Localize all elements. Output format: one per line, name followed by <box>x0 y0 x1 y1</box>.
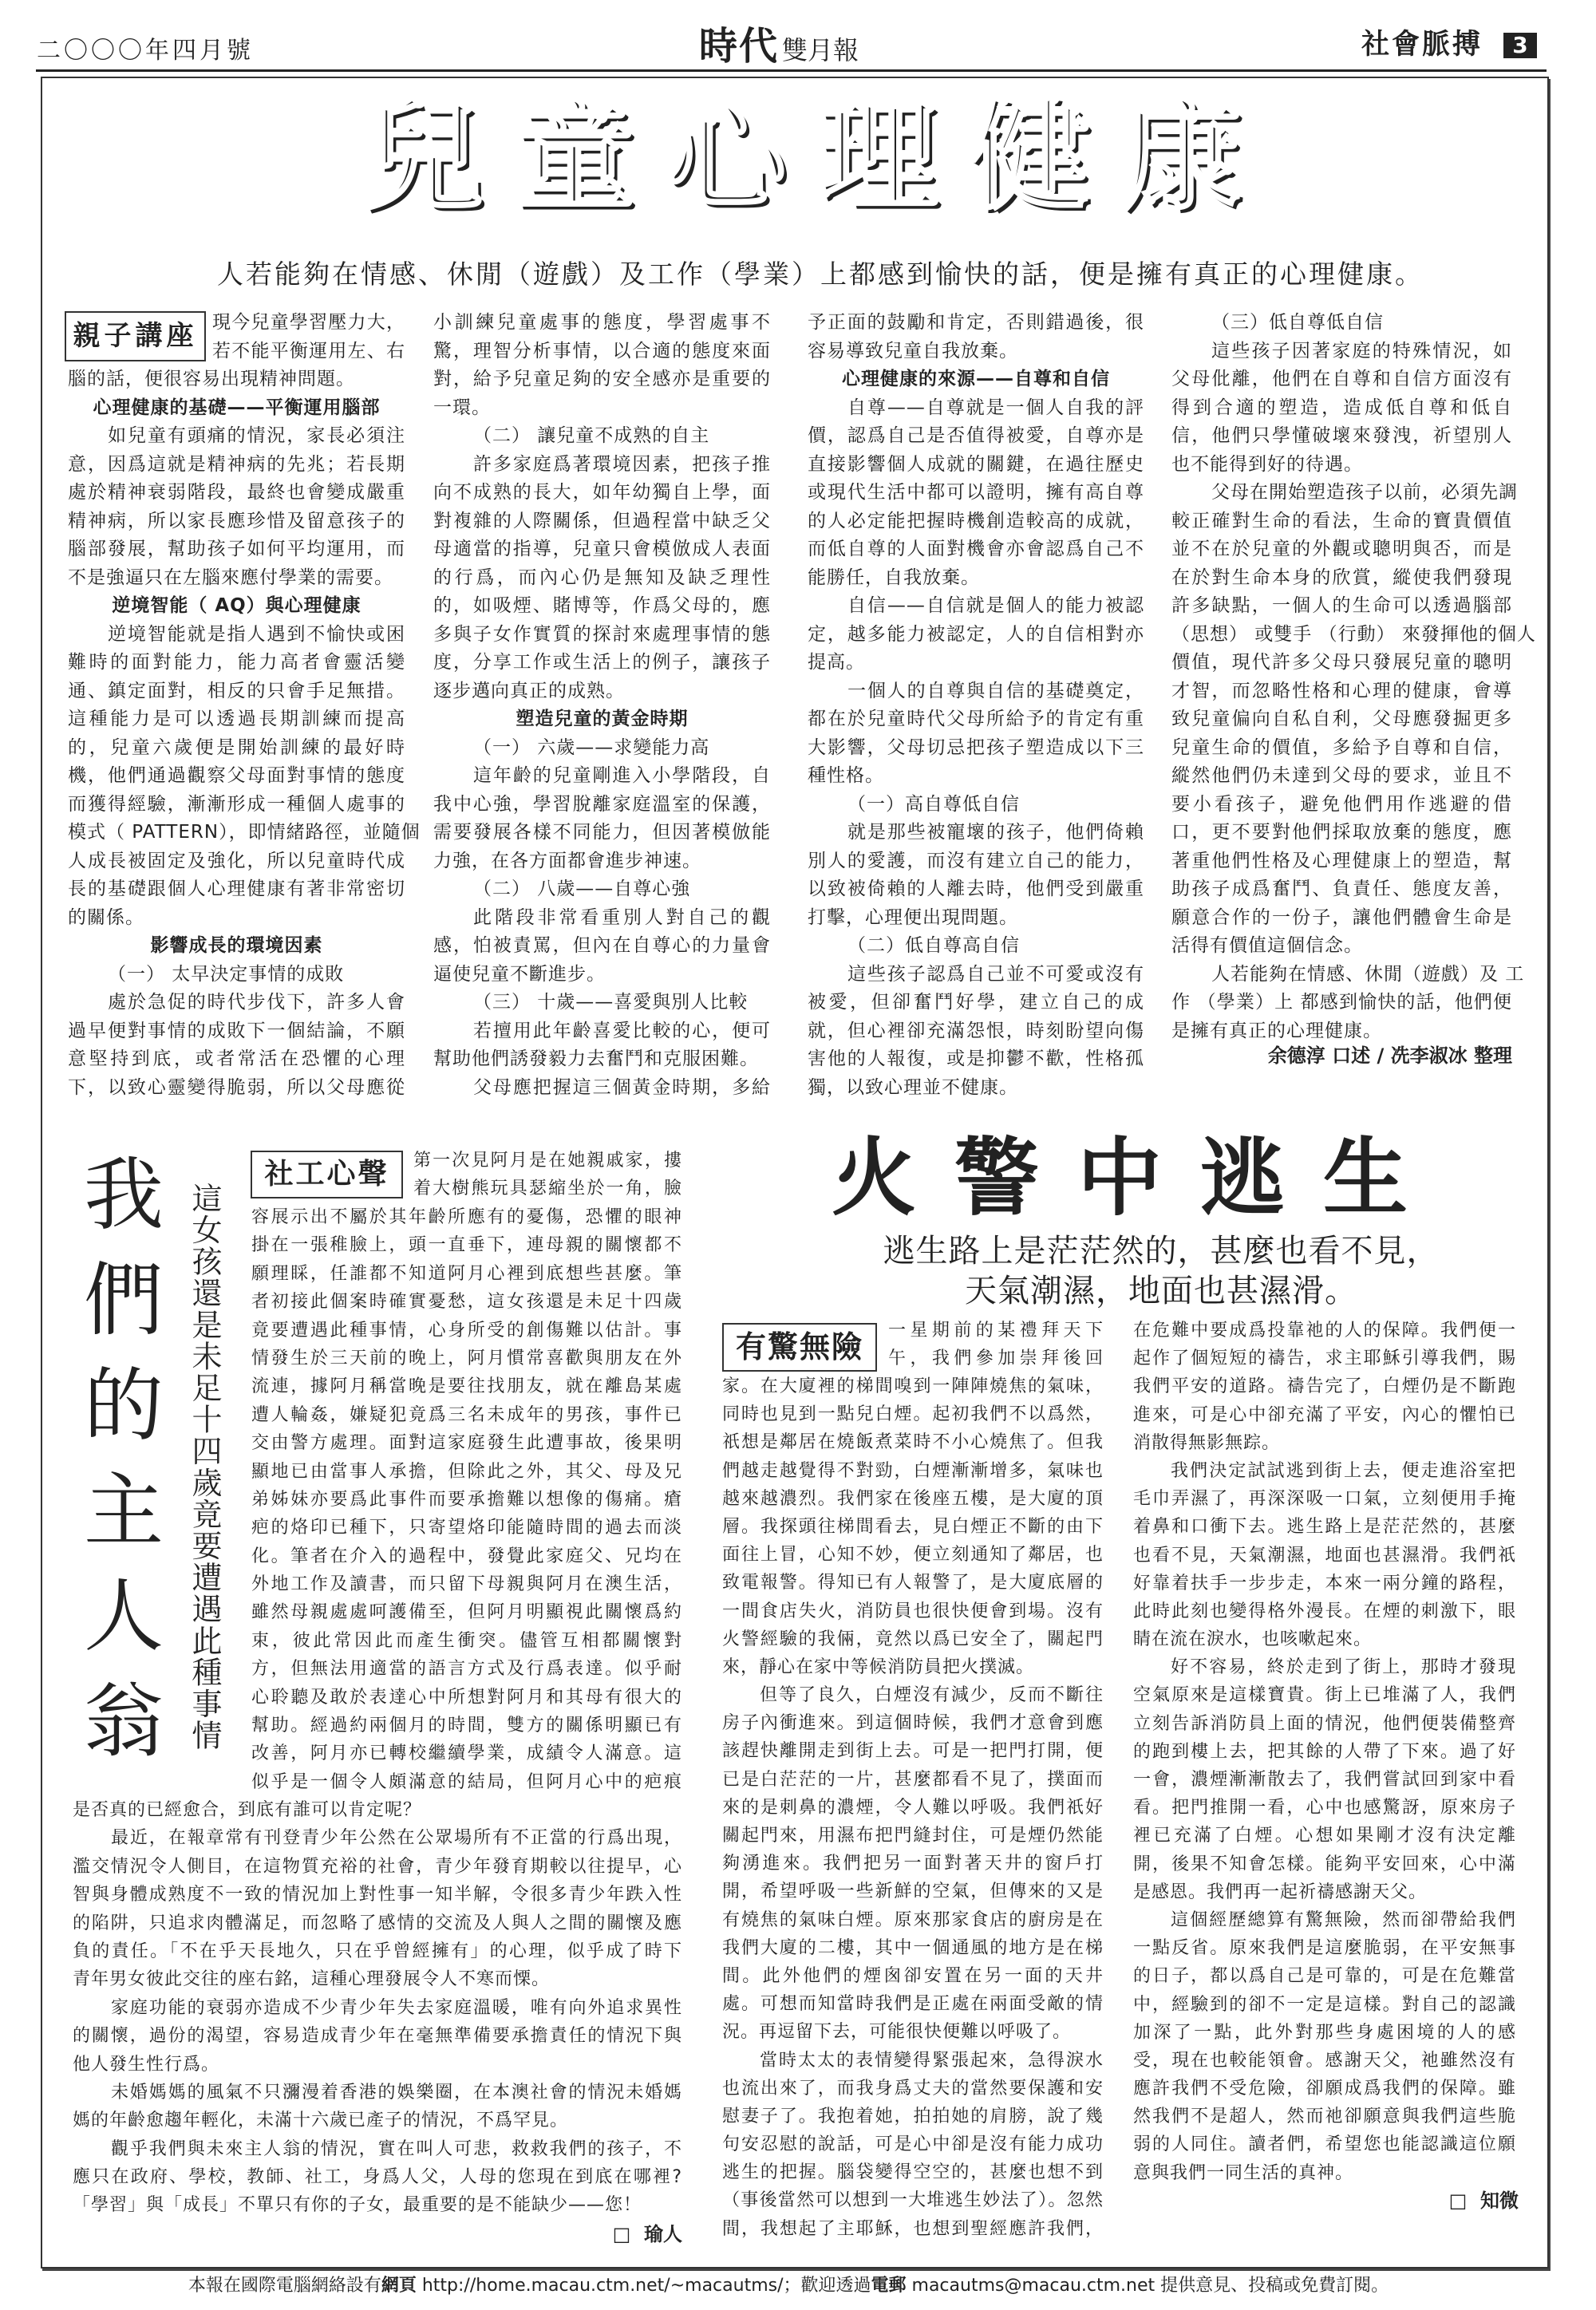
text-line: 能勝任，自我放棄。 <box>808 567 980 588</box>
text-line: 著重他們性格及心理健康上的塑造，幫 <box>1171 850 1512 871</box>
text-line: 第一次見阿月是在她親戚家，摟 <box>413 1151 682 1171</box>
column-label-box: 親子講座 <box>65 311 206 361</box>
text-line: 人成長被固定及強化，所以兒童時代成 <box>68 850 405 871</box>
text-line: 在於對生命本身的欣賞，縱使我們發現 <box>1171 567 1512 588</box>
text-line: 多與子女作實質的探討來處理事情的態 <box>433 623 771 645</box>
text-line: 驚，理智分析事情，以合適的態度來面 <box>433 340 771 361</box>
text-line: 在危難中要成爲投靠祂的人的保障。我們便一 <box>1133 1321 1516 1341</box>
vertical-title: 我們的主人翁 <box>70 1152 164 1784</box>
text-line: 的，如吸煙、賭博等，作爲父母的，應 <box>433 595 771 616</box>
text-line: 關起門來，用濕布把門縫封住，可是煙仍然能 <box>722 1826 1104 1846</box>
text-line: 夠湧進來。我們把另一面對著天井的窗戶打 <box>722 1854 1104 1874</box>
text-line: 們越走越覺得不對勁，白煙漸漸增多，氣味也 <box>722 1460 1104 1481</box>
text-line: 的，兒童六歲便是開始訓練的最好時 <box>68 736 405 758</box>
text-line: 來，靜心在家中等候消防員把火撲滅。 <box>722 1656 1035 1677</box>
text-line: 感，怕被責罵，但內在自尊心的力量會 <box>433 935 771 956</box>
text-line: 過早便對事情的成敗下一個結論，不願 <box>68 1020 405 1041</box>
text-line: 着大樹熊玩具瑟縮坐於一角，臉 <box>413 1179 682 1199</box>
text-line: 消散得無影無踪。 <box>1133 1432 1281 1453</box>
text-line: 定，越多能力被認定，人的自信相對亦 <box>808 623 1144 645</box>
text-line: 家。在大廈裡的梯間嗅到一陣陣燒焦的氣味， <box>722 1376 1104 1396</box>
text-line: 青年男女彼此交往的座右銘，這種心理發展令人不寒而慄。 <box>73 1969 551 1990</box>
text-line: 此時此刻也變得格外漫長。在煙的刺激下，眼 <box>1133 1601 1516 1621</box>
text-line: 好靠着扶手一步步走，本來一兩分鐘的路程， <box>1133 1573 1516 1593</box>
text-line: 此階段非常看重別人對自己的觀 <box>473 906 771 928</box>
text-line: 着鼻和口衝下去。逃生路上是茫茫然的，甚麼 <box>1133 1517 1516 1538</box>
text-line: 但等了良久，白煙沒有減少，反而不斷往 <box>760 1685 1104 1706</box>
text-line: 一會，濃煙漸漸散去了，我們嘗試回到家中看 <box>1133 1770 1516 1790</box>
text-line: 的行爲，而內心仍是無知及缺乏理性 <box>433 567 771 588</box>
text-line: 長的基礎跟個人心理健康有著非常密切 <box>68 879 405 899</box>
text-line: 一環。 <box>433 397 491 418</box>
text-line: 自信——自信就是個人的能力被認 <box>847 595 1144 616</box>
page-number-badge: 3 <box>1503 33 1537 58</box>
text-line: 好不容易，終於走到了街上，那時才發現 <box>1171 1657 1516 1678</box>
text-line: 對複雜的人際關係，但過程當中缺乏父 <box>433 510 771 531</box>
text-line: 若不能平衡運用左、右 <box>212 340 405 361</box>
paper-suffix: 雙月報 <box>782 35 859 65</box>
text-line: 家庭功能的衰弱亦造成不少青少年失去家庭溫暖，唯有向外追求異性 <box>111 1997 682 2018</box>
lead-lines <box>212 309 405 365</box>
author-signature: □ 瑜人 <box>612 2223 682 2245</box>
footer-email-label: 電郵 <box>871 2276 907 2296</box>
section-name: 社會脈搏 <box>1361 29 1483 61</box>
text-line: 竟要遭遇此種事情，心身所受的創傷難以估計。事 <box>251 1320 682 1341</box>
text-line: 許多家庭爲著環境因素，把孩子推 <box>473 453 771 475</box>
text-line: 一個人的自尊與自信的基礎奠定， <box>847 680 1144 701</box>
text-line: 開，後果不知會怎樣。能夠平安回來，心中滿 <box>1133 1854 1516 1874</box>
section-heading: 心理健康的來源——自尊和自信 <box>842 369 1110 389</box>
text-line: 來的是刺鼻的濃煙，令人難以呼吸。我們祇好 <box>722 1797 1104 1818</box>
text-line: 已是白茫茫的一片，甚麼都看不見了，撲面而 <box>722 1769 1104 1790</box>
text-line: 的人必定能把握時機創造較高的成就， <box>808 510 1144 531</box>
lead-lines <box>413 1147 682 1203</box>
text-line: 我們大廈的二樓，其中一個通風的地方是在梯 <box>722 1937 1104 1958</box>
text-line: 處於急促的時代步伐下，許多人會 <box>108 992 405 1013</box>
text-line: 都在於兒童時代父母所給予的肯定有重 <box>808 709 1144 729</box>
text-line: 該趕快離開走到街上去。可是一把門打開，便 <box>722 1741 1104 1762</box>
text-line: 他人發生性行爲。 <box>73 2054 220 2075</box>
text-line: 幫助。經過約兩個月的時間，雙方的關係明顯已有 <box>251 1716 682 1736</box>
vertical-subtitle: 這女孩還是未足十四歲竟要遭遇此種事情 <box>187 1183 222 1751</box>
text-line: 父母仳離，他們在自尊和自信方面沒有 <box>1171 369 1512 389</box>
section-heading: 心理健康的基礎——平衡運用腦部 <box>93 397 381 418</box>
text-line: 不是強逼只在左腦來應付學業的需要。 <box>68 567 393 588</box>
text-line: 的關懷，過份的渴望，容易造成青少年在毫無準備要承擔責任的情況下與 <box>73 2026 682 2047</box>
text-line: 睛在流在淚水，也咳嗽起來。 <box>1133 1629 1373 1650</box>
column-label-box: 社工心聲 <box>251 1151 403 1198</box>
sub-heading: （二） 讓兒童不成熟的自主 <box>473 425 710 446</box>
text-line: 弟姊妹亦要爲此事件而要承擔難以想像的傷痛。瘡 <box>251 1489 682 1510</box>
text-line: 機，他們通過觀察父母面對事情的態度 <box>68 765 405 786</box>
text-line: 通、鎮定面對，相反的只會手足無措。 <box>68 680 405 701</box>
header-divider <box>36 69 1547 72</box>
text-line: 一點反省。原來我們是這麼脆弱，在平安無事 <box>1133 1938 1516 1959</box>
text-line: 看。把門推開一看，心中也感驚訝，原來房子 <box>1133 1798 1516 1818</box>
text-line: 活得有價值這個信念。 <box>1171 935 1363 956</box>
text-line: 致電報警。得知已有人報警了，是大廈底層的 <box>722 1573 1104 1593</box>
text-line: 祇想是鄰居在燒飯煮菜時不小心燒焦了。但我 <box>722 1432 1104 1453</box>
text-line: 顯地已由當事人承擔，但除此之外，其父、母及兄 <box>251 1461 682 1482</box>
text-line: 這種能力是可以透過長期訓練而提高 <box>68 709 405 729</box>
footer-email-intro: ；歡迎透過 <box>783 2276 871 2296</box>
text-line: 應許我們不受危險，卻願成爲我們的保障。雖 <box>1133 2079 1516 2099</box>
text-line: 中，經驗到的卻不一定是這樣。對自己的認識 <box>1133 1994 1516 2015</box>
article-subtitle: 人若能夠在情感、休閒（遊戲）及工作（學業）上都感到愉快的話，便是擁有真正的心理健康。 <box>217 259 1424 290</box>
text-line: 而低自尊的人面對機會亦會認爲自己不 <box>808 539 1144 559</box>
text-line: 予正面的鼓勵和肯定，否則錯過後，很 <box>808 312 1144 333</box>
text-line: 也流出來了，而我身爲丈夫的當然要保護和安 <box>722 2078 1104 2099</box>
text-column-3 <box>808 309 1144 1102</box>
text-line: 才智，而忽略性格和心理的健康，會導 <box>1171 680 1512 701</box>
text-line: 兒童生命的價值，多給予自尊和自信， <box>1171 736 1512 758</box>
text-line: 這年齡的兒童剛進入小學階段，自 <box>473 765 771 786</box>
text-line: 自尊——自尊就是一個人自我的評 <box>847 397 1144 418</box>
text-line: 房子內衝進來。到這個時候，我們才意會到應 <box>722 1713 1104 1734</box>
text-line: 較正確對生命的看法，生命的寶貴價值 <box>1171 510 1512 531</box>
text-line: 要小看孩子，避免他們用作逃避的借 <box>1171 793 1512 815</box>
text-line: 別人的愛護，而沒有建立自己的能力， <box>808 850 1144 871</box>
text-column-2 <box>1133 1317 1516 2187</box>
text-line: 就，但心裡卻充滿怨恨，時刻盼望向傷 <box>808 1020 1144 1041</box>
text-column-wide <box>73 1796 682 2220</box>
text-line: 開，希望呼吸一些新鮮的空氣，但傳來的又是 <box>722 1882 1104 1902</box>
text-line: 模式（ PATTERN），即情緒路徑，並隨個 <box>68 822 421 843</box>
text-line: 加深了一點，此外對那些身處困境的人的感 <box>1133 2022 1516 2043</box>
text-line: 遭人輪姦，嫌疑犯竟爲三名未成年的男孩，事件已 <box>251 1404 682 1425</box>
text-line: 幫助他們誘發毅力去奮鬥和克服困難。 <box>433 1048 759 1069</box>
text-line: 意與我們一同生活的真神。 <box>1133 2162 1354 2183</box>
text-line: 向不成熟的長大，如年幼獨自上學，面 <box>433 482 771 503</box>
text-line: 就是那些被寵壞的孩子，他們倚賴 <box>847 822 1144 843</box>
text-line: 午，我們參加崇拜後回 <box>888 1348 1104 1369</box>
text-line: 腦部發展，幫助孩子如何平均運用，而 <box>68 539 405 559</box>
sub-heading: （二） 八歲——自尊心強 <box>473 879 691 899</box>
footer-url: http://home.macau.ctm.net/~macautms/ <box>416 2276 784 2296</box>
text-line: 父母在開始塑造孩子以前，必須先調 <box>1211 482 1518 503</box>
text-line: 對，給予兒童足夠的安全感亦是重要的 <box>433 369 771 389</box>
text-line: 信，他們只學懂破壞來發洩，祈望別人 <box>1171 425 1512 446</box>
text-line: 的日子，都以爲自己是可靠的，可是在危難當 <box>1133 1966 1516 1987</box>
footer-email: macautms@macau.ctm.net <box>906 2276 1156 2296</box>
text-line: 句安忍慰的說話，可是心中卻是沒有能力成功 <box>722 2134 1104 2155</box>
text-line: 直接影響個人成就的關鍵，在過往歷史 <box>808 453 1144 475</box>
text-line: 我們決定試試逃到街上去，便走進浴室把 <box>1171 1460 1516 1481</box>
sub-heading: （二）低自尊高自信 <box>847 935 1020 956</box>
text-line: 我中心強，學習脫離家庭溫室的保護， <box>433 793 771 815</box>
text-line: 願理睬，任誰都不知道阿月心裡到底想些甚麼。筆 <box>251 1263 682 1284</box>
text-line: 是感恩。我們再一起祈禱感謝天父。 <box>1133 1882 1428 1902</box>
text-line: 情發生於三天前的晚上，阿月慣常喜歡與朋友在外 <box>251 1348 682 1368</box>
text-line: 天氣潮濕，地面也甚濕滑。 <box>965 1273 1357 1309</box>
text-line: 腦的話，便很容易出現精神問題。 <box>68 369 355 389</box>
text-line: 慰妻子了。我抱着她，拍拍她的肩膀，說了幾 <box>722 2106 1104 2126</box>
text-line: 未婚媽媽的風氣不只瀰漫着香港的娛樂圈，在本澳社會的情況未婚媽 <box>111 2082 682 2103</box>
text-line: 處於精神衰弱階段，最終也會變成嚴重 <box>68 482 405 503</box>
text-line: 或現代生活中都可以證明，擁有高自尊 <box>808 482 1144 503</box>
text-line: 需要發展各樣不同能力，但因著模倣能 <box>433 822 771 843</box>
text-line: 一星期前的某禮拜天下 <box>888 1321 1104 1341</box>
text-line: 得到合適的塑造，造成低自尊和低自 <box>1171 397 1512 418</box>
text-line: 助孩子成爲奮鬥、負責任、態度友善， <box>1171 879 1512 899</box>
text-line: 間。此外他們的煙囪卻安置在另一面的天井 <box>722 1965 1104 1986</box>
text-line: 口，更不要對他們採取放棄的態度，應 <box>1171 822 1512 843</box>
text-line: 層。我探頭往梯間看去，見白煙正不斷的由下 <box>722 1516 1104 1537</box>
text-line: 化。筆者在介入的過程中，發覺此家庭父、兄均在 <box>251 1546 682 1566</box>
text-line: 媽的年齡愈趨年輕化，未滿十六歲已產子的情況，不爲罕見。 <box>73 2111 569 2131</box>
text-line: 也看不見，天氣潮濕，地面也甚濕滑。我們祇 <box>1133 1545 1516 1566</box>
text-line: 弱的人同住。讀者們，希望您也能認識這位願 <box>1133 2134 1516 2155</box>
text-line: 小訓練兒童處事的態度，學習處事不 <box>433 312 771 333</box>
text-line: 害他的人報復，或是抑鬱不歡，性格孤 <box>808 1048 1144 1069</box>
text-line: 似乎是一個令人頗滿意的結局，但阿月心中的疤痕 <box>251 1771 682 1792</box>
text-line: 逃生路上是茫茫然的，甚麼也看不見， <box>883 1233 1440 1270</box>
text-line: 願意合作的一份子，讓他們體會生命是 <box>1171 906 1512 928</box>
text-line: 「學習」與「成長」不單只有你的子女，最重要的是不能缺少——您！ <box>73 2195 642 2216</box>
text-line: 容展示出不屬於其年齡所應有的憂傷，恐懼的眼神 <box>251 1207 682 1227</box>
text-line: 度，分享工作或生活上的例子，讓孩子 <box>433 652 771 673</box>
text-line: 交由警方處理。面對這家庭發生此遭事故，後果明 <box>251 1433 682 1454</box>
footer-outro: 提供意見、投稿或免費訂閱。 <box>1155 2276 1389 2296</box>
text-line: 我們平安的道路。禱告完了，白煙仍是不斷跑 <box>1133 1376 1516 1397</box>
paper-name: 時代 <box>699 24 780 69</box>
text-line: 有燒焦的氣味白煙。原來那家食店的廚房是在 <box>722 1909 1104 1930</box>
text-line: 如兒童有頭痛的情況，家長必須注 <box>108 425 405 446</box>
text-line: 而獲得經驗，漸漸形成一種個人處事的 <box>68 793 405 815</box>
sub-heading: （一）高自尊低自信 <box>847 793 1020 815</box>
text-line: 被愛，但卻奮鬥好學，建立自己的成 <box>808 992 1144 1013</box>
text-line: 掛在一張稚臉上，頭一直垂下，連母親的關懷都不 <box>251 1235 682 1256</box>
text-column-4 <box>1171 309 1536 1045</box>
text-column-narrow <box>251 1203 682 1796</box>
text-line: 當時太太的表情變得緊張起來，急得淚水 <box>760 2050 1104 2071</box>
text-line: 以致被倚賴的人離去時，他們受到嚴重 <box>808 879 1144 899</box>
article-title: 兒童心理健康 <box>363 88 1274 227</box>
text-line: 負的責任。「不在乎天長地久，只在乎曾經擁有」的心理，似乎成了時下 <box>73 1941 682 1961</box>
text-line: 的跑到樓上去，把其餘的人帶了下來。過了好 <box>1133 1741 1516 1762</box>
text-line: 現今兒童學習壓力大， <box>212 312 405 333</box>
text-line: 空氣原來是這樣寶貴。街上已堆滿了人，我們 <box>1133 1685 1516 1706</box>
text-line: 的陷阱，只追求肉體滿足，而忽略了感情的交流及人與人之間的關懷及應 <box>73 1913 682 1933</box>
footer-note <box>0 2275 1577 2297</box>
text-line: 致兒童偏向自私自利，父母應發掘更多 <box>1171 709 1512 729</box>
text-line: 間，我想起了主耶穌，也想到聖經應許我們， <box>722 2218 1104 2239</box>
text-line: 立刻告訴消防員上面的情況，他們便裝備整齊 <box>1133 1713 1516 1734</box>
text-line: 一間食店失火，消防員也很快便會到場。沒有 <box>722 1601 1104 1621</box>
text-line: 父母應把握這三個黃金時期，多給 <box>473 1076 771 1098</box>
text-line: 價值，現代許多父母只發展兒童的聰明 <box>1171 652 1512 673</box>
section-heading: 影響成長的環境因素 <box>150 935 323 956</box>
text-line: 改善，阿月亦已轉校繼續學業，成績令人滿意。這 <box>251 1743 682 1764</box>
byline: 余德淳 口述 / 冼李淑冰 整理 <box>1267 1044 1512 1067</box>
text-line: 然我們不是超人，然而祂卻願意與我們這些脆 <box>1133 2107 1516 2127</box>
text-line: 這些孩子認爲自己並不可愛或沒有 <box>847 963 1144 985</box>
text-line: 最近，在報章常有刊登青少年公然在公眾場所有不正當的行爲出現， <box>111 1828 682 1849</box>
text-line: 逐步邁向真正的成熟。 <box>433 680 625 701</box>
article-title: 火警中逃生 <box>832 1129 1446 1227</box>
text-line: 智與身體成熟度不一致的情況加上對性事一知半解，令很多青少年跌入性 <box>73 1885 682 1905</box>
sub-heading: （一） 太早決定事情的成敗 <box>108 963 345 985</box>
text-line: 作 （學業）上 都感到愉快的話，他們便 <box>1171 992 1512 1013</box>
text-line: 逼使兒童不斷進步。 <box>433 963 606 985</box>
text-line: 獨，以致心理並不健康。 <box>808 1076 1018 1098</box>
text-line: 同時也見到一點兒白煙。起初我們不以爲然， <box>722 1404 1104 1425</box>
text-line: 是擁有真正的心理健康。 <box>1171 1020 1382 1041</box>
text-line: 外地工作及讀書，而只留下母親與阿月在澳生活， <box>251 1574 682 1595</box>
footer-intro: 本報在國際電腦網絡設有 <box>188 2276 381 2296</box>
text-line: 觀乎我們與未來主人翁的情況，實在叫人可悲，救救我們的孩子，不 <box>111 2138 682 2159</box>
text-line: 許多缺點，一個人的生命可以透過腦部 <box>1171 595 1512 616</box>
text-line: 力強，在各方面都會進步神速。 <box>433 850 701 871</box>
text-line: 這些孩子因著家庭的特殊情況，如 <box>1211 340 1512 361</box>
text-line: 意，因爲這就是精神病的先兆；若長期 <box>68 453 405 475</box>
text-line: 毛巾弄濕了，再深深吸一口氣，立刻便用手掩 <box>1133 1489 1516 1510</box>
article-subtitle <box>798 1231 1524 1311</box>
text-column-1 <box>722 1372 1104 2243</box>
column-label-box: 有驚無險 <box>722 1323 877 1372</box>
text-line: 並不在於兒童的外觀或聰明與否，而是 <box>1171 539 1512 559</box>
text-line: （思想） 或雙手 （行動） 來發揮他的個人 <box>1171 623 1536 645</box>
text-line: 是否真的已經愈合，到底有誰可以肯定呢？ <box>73 1800 422 1820</box>
section-heading: 逆境智能（ AQ）與心理健康 <box>112 595 361 616</box>
text-line: 縱然他們仍未達到父母的要求，並且不 <box>1171 765 1512 786</box>
text-line: 心聆聽及敢於表達心中所想對阿月和其母有很大的 <box>251 1687 682 1708</box>
text-line: 的關係。 <box>68 906 144 928</box>
text-line: 火警經驗的我倆，竟然以爲已安全了，關起門 <box>722 1629 1104 1649</box>
text-line: 處。可想而知當時我們是正處在兩面受敵的情 <box>722 1994 1104 2015</box>
text-line: 方，但無法用適當的語言方式及行爲表達。似乎耐 <box>251 1659 682 1680</box>
text-line: 流連，據阿月稱當晚是要往找朋友，就在離島某處 <box>251 1376 682 1397</box>
text-line: 容易導致兒童自我放棄。 <box>808 340 1018 361</box>
text-line: 逃生的把握。腦袋變得空空的，甚麼也想不到 <box>722 2162 1104 2183</box>
text-line: 逆境智能就是指人遇到不愉快或困 <box>108 623 405 645</box>
text-column-1 <box>68 365 421 1102</box>
text-line: 這個經歷總算有驚無險，然而卻帶給我們 <box>1171 1909 1516 1930</box>
text-line: 提高。 <box>808 652 865 673</box>
text-line: 精神病，所以家長應珍惜及留意孩子的 <box>68 510 405 531</box>
text-line: 種性格。 <box>808 765 884 786</box>
text-line: 難時的面對能力，能力高者會靈活變 <box>68 652 405 673</box>
text-line: 束，彼此常因此而產生衝突。儘管互相都關懷對 <box>251 1630 682 1651</box>
text-line: 也不能得到好的待遇。 <box>1171 453 1363 475</box>
text-line: 大影響，父母切忌把孩子塑造成以下三 <box>808 736 1144 758</box>
text-line: 價，認爲自己是否值得被愛，自尊亦是 <box>808 425 1144 446</box>
text-line: 疤的烙印已種下，只寄望烙印能隨時間的過去而淡 <box>251 1518 682 1538</box>
text-line: 濫交情況令人側目，在這物質充裕的社會，青少年發育期較以往提早，心 <box>73 1856 682 1877</box>
text-line: 起作了個短短的禱告，求主耶穌引導我們，賜 <box>1133 1348 1516 1369</box>
lead-lines <box>888 1317 1104 1372</box>
text-line: 應只在政府、學校，教師、社工，身爲人父，人母的您現在到底在哪裡? <box>73 2167 682 2188</box>
sub-heading: （一） 六歲——求變能力高 <box>473 736 710 758</box>
text-line: 雖然母親處處呵護備至，但阿月明顯視此關懷爲約 <box>251 1602 682 1623</box>
text-line: 母適當的指導，兒童只會模倣成人表面 <box>433 539 771 559</box>
text-line: 者初接此個案時確實憂愁，這女孩還是未足十四歲 <box>251 1292 682 1313</box>
text-line: 越來越濃烈。我們家在後座五樓，是大廈的頂 <box>722 1488 1104 1509</box>
text-line: 裡已充滿了白煙。心想如果剛才沒有決定離 <box>1133 1826 1516 1846</box>
text-line: 人若能夠在情感、休閒（遊戲）及 工 <box>1211 963 1525 985</box>
author-signature: □ 知微 <box>1448 2190 1519 2212</box>
text-line: 況。再逗留下去，可能很快便難以呼吸了。 <box>722 2022 1072 2043</box>
text-line: 下，以致心靈變得脆弱，所以父母應從 <box>68 1076 405 1098</box>
sub-heading: （三） 十歲——喜愛與別人比較 <box>473 992 749 1013</box>
text-line: 面往上冒，心知不妙，便立刻通知了鄰居，也 <box>722 1545 1104 1566</box>
text-line: 打擊，心理便出現問題。 <box>808 906 1018 928</box>
text-line: 若擅用此年齡喜愛比較的心，便可 <box>473 1020 771 1041</box>
sub-heading: （三）低自尊低自信 <box>1211 312 1384 333</box>
text-line: 意堅持到底，或者常活在恐懼的心理 <box>68 1048 405 1069</box>
text-column-2 <box>433 309 771 1102</box>
text-line: 進來，可是心中卻充滿了平安，內心的懼怕已 <box>1133 1404 1516 1425</box>
issue-date: 二〇〇〇年四月號 <box>37 37 254 65</box>
text-line: （事後當然可以想到一大堆逃生妙法了）。忽然 <box>722 2190 1104 2211</box>
footer-web-label: 網頁 <box>381 2276 417 2296</box>
section-heading: 塑造兒童的黃金時期 <box>516 709 689 729</box>
text-line: 受，現在也較能領會。感謝天父，祂雖然沒有 <box>1133 2050 1516 2071</box>
